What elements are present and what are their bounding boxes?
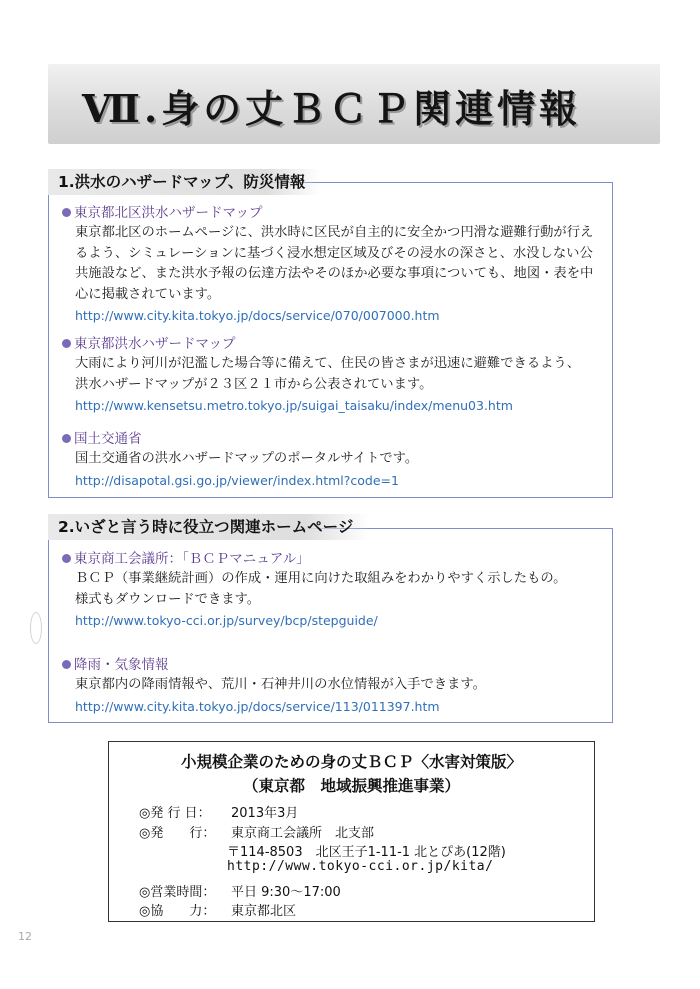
entry-body xyxy=(75,449,607,470)
entry-title: 東京商工会議所：「ＢＣＰマニュアル」 xyxy=(74,551,310,567)
body-line: 国土交通省の洪水ハザードマップのポータルサイトです。 xyxy=(75,451,419,466)
binding-hole-mark xyxy=(30,612,42,644)
info-row-cooperation: ◎協 力： 東京都北区 xyxy=(139,904,297,919)
bullet-icon xyxy=(62,554,71,563)
publication-title: 小規模企業のための身の丈ＢＣＰ〈水害対策版〉 xyxy=(180,753,522,771)
entry-mlit xyxy=(62,429,607,491)
section-heading-related-pages: 2.いざと言う時に役立つ関連ホームページ xyxy=(48,514,369,540)
body-line: 様式もダウンロードできます。 xyxy=(75,591,261,607)
body-line: ＢＣＰ（事業継続計画）の作成・運用に向けた取組みをわかりやすく示したもの。 xyxy=(75,571,567,586)
title-banner xyxy=(48,64,660,144)
publication-subtitle: （東京都 地域振興推進事業） xyxy=(242,777,460,795)
page-title: Ⅶ.身の丈ＢＣＰ関連情報 xyxy=(82,86,582,131)
bullet-icon xyxy=(62,208,71,217)
entry-link[interactable]: http://www.city.kita.tokyo.jp/docs/service/113/011397.htm xyxy=(75,698,440,714)
page-number: 12 xyxy=(18,930,32,943)
entry-title: 国土交通省 xyxy=(74,431,142,447)
bullet-icon xyxy=(62,339,71,348)
body-line: 東京都内の降雨情報や、荒川・石神井川の水位情報が入手できます。 xyxy=(75,677,486,692)
entry-link[interactable]: http://www.tokyo-cci.or.jp/survey/bcp/stepguide/ xyxy=(75,613,378,628)
entry-body xyxy=(75,354,607,395)
entry-body xyxy=(75,223,607,305)
entry-tokyo-hazard-map xyxy=(62,334,607,416)
entry-rain-weather xyxy=(62,655,607,717)
body-line: 洪水ハザードマップが２３区２１市から公表されています。 xyxy=(75,376,433,392)
publisher-website[interactable]: http://www.tokyo-cci.or.jp/kita/ xyxy=(227,859,494,874)
body-line: 共施設など、また洪水予報の伝達方法やそのほか必要な事項についても、地図・表を中 xyxy=(75,266,594,281)
publisher-address: 〒114-8503 北区王子1-11-1 北とぴあ(12階) xyxy=(227,845,506,860)
bullet-icon xyxy=(62,434,71,443)
body-line: るよう、シミュレーションに基づく浸水想定区域及びその浸水の深さと、水没しない公 xyxy=(75,245,593,261)
entry-link[interactable]: http://www.city.kita.tokyo.jp/docs/service/070/007000.htm xyxy=(75,308,440,323)
entry-title: 東京都洪水ハザードマップ xyxy=(74,336,236,352)
body-line: 東京都北区のホームページに、洪水時に区民が自主的に安全かつ円滑な避難行動が行え xyxy=(75,225,594,240)
entry-body xyxy=(75,675,607,696)
entry-bcp-manual xyxy=(62,549,607,631)
entry-link[interactable]: http://disapotal.gsi.go.jp/viewer/index.html?code=1 xyxy=(75,472,399,488)
publication-info-box xyxy=(108,741,595,922)
info-row-publisher: ◎発 行： 東京商工会議所 北支部 xyxy=(139,826,375,841)
bullet-icon xyxy=(62,660,71,669)
entry-body xyxy=(75,569,607,610)
entry-link[interactable]: http://www.kensetsu.metro.tokyo.jp/suigai_taisaku/index/menu03.htm xyxy=(75,398,513,413)
body-line: 大雨により河川が氾濫した場合等に備えて、住民の皆さまが迅速に避難できるよう、 xyxy=(75,356,581,371)
info-row-business-hours: ◎営業時間： 平日 9:30〜17:00 xyxy=(139,885,341,900)
entry-title: 降雨・気象情報 xyxy=(74,657,169,673)
body-line: 心に掲載されています。 xyxy=(75,286,221,302)
entry-kita-hazard-map xyxy=(62,203,607,326)
section-heading-hazard-map: 1.洪水のハザードマップ、防災情報 xyxy=(48,169,321,195)
entry-title: 東京都北区洪水ハザードマップ xyxy=(74,205,263,221)
info-row-issue-date: ◎発 行 日： 2013年3月 xyxy=(139,806,299,821)
